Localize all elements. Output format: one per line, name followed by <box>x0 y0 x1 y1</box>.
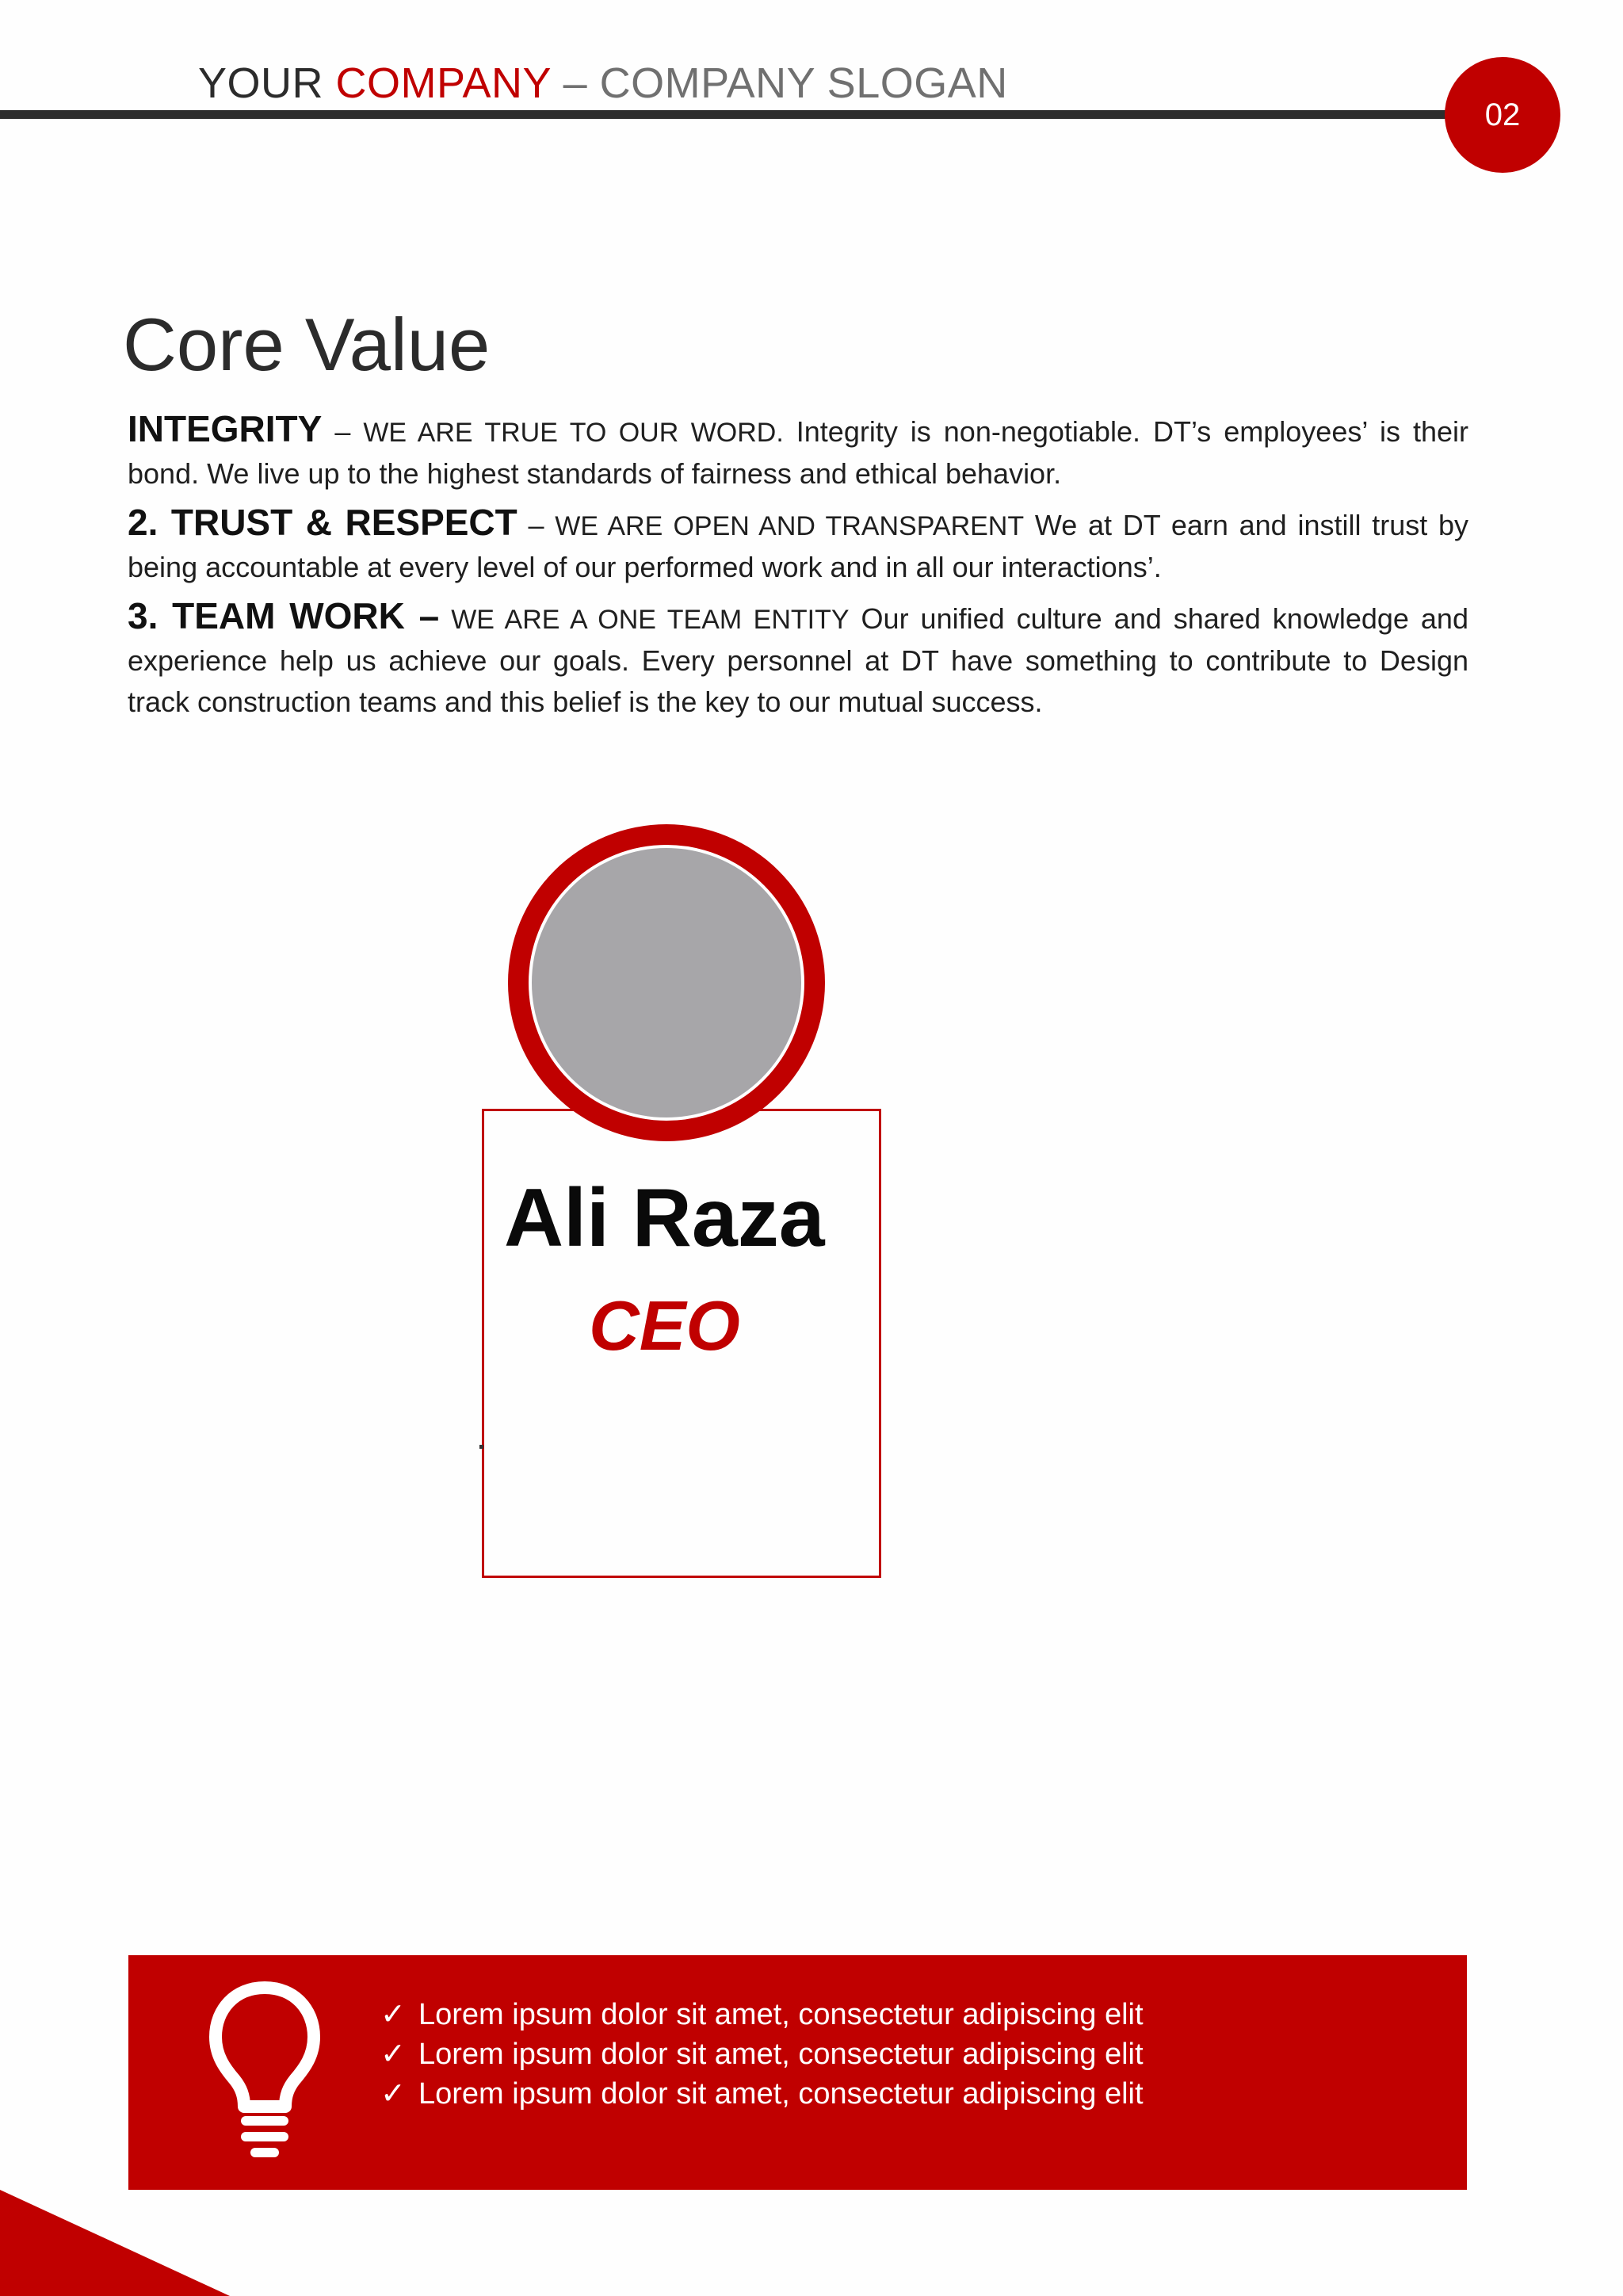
value-caps: WE ARE TRUE TO OUR WORD. <box>363 418 784 448</box>
corner-decoration <box>0 2190 230 2296</box>
value-heading: INTEGRITY <box>128 408 323 449</box>
value-text: Our unified culture and shared knowledge and experience help us achieve our goals. Every personnel at DT have something to contribute to Design track construction teams and this belief is the key to our mutual success. <box>128 602 1468 718</box>
list-item-text: Lorem ipsum dolor sit amet, consectetur adipiscing elit <box>418 2077 1144 2111</box>
value-item-trust-respect <box>128 502 1468 588</box>
list-item-text: Lorem ipsum dolor sit amet, consectetur adipiscing elit <box>418 2038 1144 2071</box>
footer-bullet-list <box>380 1995 1144 2114</box>
header-company-prefix: YOUR <box>198 59 336 107</box>
value-item-integrity <box>128 408 1468 495</box>
value-caps: WE ARE A ONE TEAM ENTITY <box>451 605 850 635</box>
header-divider <box>0 110 1474 119</box>
list-item <box>380 2034 1144 2074</box>
header-company-word: COMPANY <box>335 59 552 107</box>
person-name: Ali Raza <box>504 1172 825 1264</box>
avatar <box>529 845 804 1121</box>
value-heading: 3. TEAM WORK – <box>128 595 440 636</box>
stray-dot <box>479 1445 483 1449</box>
checkmark-icon: ✓ <box>380 2038 406 2071</box>
lightbulb-icon <box>208 1980 322 2162</box>
value-dash: – <box>322 415 364 448</box>
list-item <box>380 2074 1144 2114</box>
value-heading: 2. TRUST & RESPECT <box>128 502 517 543</box>
list-item-text: Lorem ipsum dolor sit amet, consectetur adipiscing elit <box>418 1998 1144 2031</box>
value-item-team-work <box>128 595 1468 723</box>
person-role: CEO <box>589 1286 740 1365</box>
header-title <box>198 55 1008 111</box>
page-number-badge <box>1445 57 1560 173</box>
list-item <box>380 1995 1144 2034</box>
value-text: Integrity is non-negotiable. DT’s employees’ is their bond. We live up to the highest standards of fairness and ethical behavior. <box>128 415 1468 490</box>
value-caps: WE ARE OPEN AND TRANSPARENT <box>555 511 1025 541</box>
page-number: 02 <box>1484 97 1521 132</box>
checkmark-icon: ✓ <box>380 2077 406 2111</box>
value-dash <box>439 602 451 635</box>
value-text: We at DT earn and instill trust by being accountable at every level of our performed work and in all our interactions’. <box>128 509 1468 583</box>
core-values-list <box>128 408 1468 730</box>
header-slogan: – COMPANY SLOGAN <box>551 59 1008 107</box>
checkmark-icon: ✓ <box>380 1998 406 2031</box>
section-title: Core Value <box>123 303 491 386</box>
value-dash: – <box>517 509 556 541</box>
